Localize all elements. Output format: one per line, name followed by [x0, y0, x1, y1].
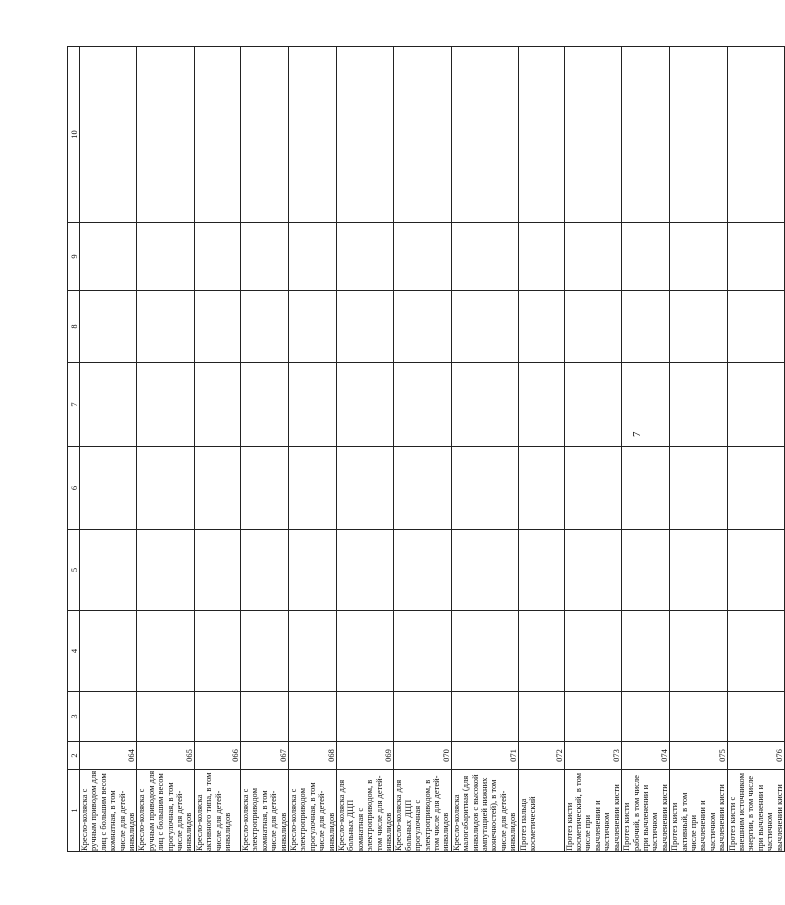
- empty-cell: [288, 223, 336, 291]
- empty-cell: [727, 530, 784, 611]
- empty-cell: [394, 692, 451, 742]
- empty-cell: [727, 692, 784, 742]
- row-name: Кресло-коляска с электроприводом комнатная, в том числе для детей-инвалидов: [240, 770, 288, 852]
- empty-cell: [622, 47, 670, 223]
- row-name: Протез кисти косметический, в том числе при вычленении и частичном вычленении кисти: [564, 770, 621, 852]
- empty-cell: [394, 291, 451, 363]
- empty-cell: [240, 611, 288, 692]
- table-row: [80, 47, 137, 852]
- table-row: [727, 47, 784, 852]
- empty-cell: [518, 611, 564, 692]
- empty-cell: [670, 47, 727, 223]
- empty-cell: [80, 530, 137, 611]
- row-name: Кресло-коляска с ручным приводом для лиц с большим весом прогулочная, в том числе для детей-инвалидов: [136, 770, 194, 851]
- empty-cell: [564, 47, 621, 223]
- row-code: 076: [727, 742, 784, 770]
- empty-cell: [622, 291, 670, 363]
- column-header: 1: [68, 770, 80, 852]
- empty-cell: [194, 530, 240, 611]
- empty-cell: [137, 47, 194, 223]
- empty-cell: [622, 447, 670, 530]
- table-row: [288, 47, 336, 852]
- table-row: [336, 47, 393, 852]
- row-code: 074: [622, 742, 670, 770]
- row-name: Протез кисти с внешним источником энергии, в том числе при вычленении и частичном вычленении кисти: [727, 770, 784, 852]
- row-name: Кресло-коляска с электроприводом прогулочная, в том числе для детей-инвалидов: [288, 770, 336, 852]
- empty-cell: [80, 611, 137, 692]
- data-table: [67, 46, 785, 852]
- empty-cell: [288, 530, 336, 611]
- empty-cell: [451, 47, 518, 223]
- empty-cell: [727, 47, 784, 223]
- empty-cell: [80, 47, 137, 223]
- table-row: [240, 47, 288, 852]
- empty-cell: [622, 223, 670, 291]
- empty-cell: [80, 223, 137, 291]
- empty-cell: [240, 223, 288, 291]
- empty-cell: [80, 692, 137, 742]
- empty-cell: [518, 447, 564, 530]
- empty-cell: [670, 223, 727, 291]
- empty-cell: [518, 47, 564, 223]
- empty-cell: [727, 447, 784, 530]
- empty-cell: [194, 611, 240, 692]
- empty-cell: [137, 447, 194, 530]
- empty-cell: [622, 363, 670, 447]
- empty-cell: [670, 447, 727, 530]
- row-name: Протез кисти рабочий, в том числе при вычленении и частичном вычленении кисти: [622, 770, 670, 852]
- empty-cell: [727, 611, 784, 692]
- row-code: 066: [194, 742, 240, 770]
- empty-cell: [194, 363, 240, 447]
- column-header: 8: [68, 291, 80, 363]
- empty-cell: [670, 291, 727, 363]
- empty-cell: [137, 530, 194, 611]
- empty-cell: [240, 447, 288, 530]
- row-code: 067: [240, 742, 288, 770]
- empty-cell: [451, 692, 518, 742]
- column-header: 2: [68, 742, 80, 770]
- row-code: 065: [137, 742, 194, 770]
- empty-cell: [288, 47, 336, 223]
- empty-cell: [564, 530, 621, 611]
- empty-cell: [518, 530, 564, 611]
- header-row: [68, 47, 80, 852]
- rotated-table-wrapper: [67, 47, 784, 852]
- table-row: [137, 47, 194, 852]
- empty-cell: [240, 530, 288, 611]
- column-header: 3: [68, 692, 80, 742]
- empty-cell: [288, 291, 336, 363]
- empty-cell: [727, 291, 784, 363]
- empty-cell: [194, 692, 240, 742]
- empty-cell: [518, 363, 564, 447]
- column-header: 6: [68, 447, 80, 530]
- table-row: [451, 47, 518, 852]
- empty-cell: [670, 611, 727, 692]
- row-name: Кресло-коляска для больных ДЦП комнатная с электроприводом, в том числе для детей-инвалидов: [336, 770, 393, 852]
- empty-cell: [727, 363, 784, 447]
- empty-cell: [564, 447, 621, 530]
- empty-cell: [670, 530, 727, 611]
- empty-cell: [336, 447, 393, 530]
- empty-cell: [394, 530, 451, 611]
- empty-cell: [336, 611, 393, 692]
- empty-cell: [564, 692, 621, 742]
- column-header: 4: [68, 611, 80, 692]
- column-header: 7: [68, 363, 80, 447]
- empty-cell: [194, 223, 240, 291]
- row-name: Кресло-коляска для больных ДЦП прогулочная с электроприводом, в том числе для детей-инвалидов: [394, 770, 451, 852]
- empty-cell: [194, 291, 240, 363]
- empty-cell: [451, 530, 518, 611]
- empty-cell: [451, 363, 518, 447]
- column-header: 10: [68, 47, 80, 223]
- row-code: 064: [80, 742, 137, 770]
- empty-cell: [518, 223, 564, 291]
- row-code: 069: [336, 742, 393, 770]
- row-code: 073: [564, 742, 621, 770]
- empty-cell: [336, 291, 393, 363]
- empty-cell: [80, 363, 137, 447]
- empty-cell: [564, 223, 621, 291]
- row-code: 072: [518, 742, 564, 770]
- table-row: [194, 47, 240, 852]
- empty-cell: [80, 291, 137, 363]
- empty-cell: [394, 363, 451, 447]
- column-header: 9: [68, 223, 80, 291]
- row-name: Протез кисти активный, в том числе при вычленении и частичном вычленении кисти: [670, 770, 727, 852]
- empty-cell: [137, 611, 194, 692]
- empty-cell: [622, 530, 670, 611]
- page-number: 7: [631, 431, 643, 437]
- row-code: 075: [670, 742, 727, 770]
- empty-cell: [240, 47, 288, 223]
- empty-cell: [451, 291, 518, 363]
- empty-cell: [137, 692, 194, 742]
- empty-cell: [336, 363, 393, 447]
- empty-cell: [518, 291, 564, 363]
- empty-cell: [336, 530, 393, 611]
- empty-cell: [336, 692, 393, 742]
- empty-cell: [137, 223, 194, 291]
- empty-cell: [727, 223, 784, 291]
- empty-cell: [240, 291, 288, 363]
- empty-cell: [451, 223, 518, 291]
- table-row: [670, 47, 727, 852]
- empty-cell: [394, 223, 451, 291]
- row-name: Кресло-коляска малогабаритная (для инвалидов с высокой ампутацией нижних конечностей), в том числе для детей-инвалидов: [451, 770, 518, 852]
- empty-cell: [564, 291, 621, 363]
- row-name: Кресло-коляска активного типа, в том числе для детей-инвалидов: [194, 770, 240, 852]
- row-name: Протез пальца косметический: [518, 770, 564, 852]
- empty-cell: [288, 692, 336, 742]
- empty-cell: [288, 611, 336, 692]
- column-header: 5: [68, 530, 80, 611]
- table-row: [518, 47, 564, 852]
- table-row: [622, 47, 670, 852]
- empty-cell: [394, 611, 451, 692]
- empty-cell: [288, 363, 336, 447]
- empty-cell: [564, 611, 621, 692]
- empty-cell: [80, 447, 137, 530]
- row-code: 071: [451, 742, 518, 770]
- empty-cell: [194, 47, 240, 223]
- empty-cell: [451, 447, 518, 530]
- empty-cell: [622, 611, 670, 692]
- table-row: [564, 47, 621, 852]
- table-row: [394, 47, 451, 852]
- empty-cell: [336, 47, 393, 223]
- row-code: 068: [288, 742, 336, 770]
- empty-cell: [194, 447, 240, 530]
- empty-cell: [564, 363, 621, 447]
- empty-cell: [336, 223, 393, 291]
- empty-cell: [670, 692, 727, 742]
- empty-cell: [137, 291, 194, 363]
- empty-cell: [670, 363, 727, 447]
- empty-cell: [137, 363, 194, 447]
- empty-cell: [394, 47, 451, 223]
- empty-cell: [622, 692, 670, 742]
- row-code: 070: [394, 742, 451, 770]
- empty-cell: [240, 363, 288, 447]
- empty-cell: [394, 447, 451, 530]
- row-name: Кресло-коляска с ручным приводом для лиц с большим весом комнатная, в том числе для детей-инвалидов: [79, 770, 137, 851]
- empty-cell: [240, 692, 288, 742]
- empty-cell: [288, 447, 336, 530]
- empty-cell: [451, 611, 518, 692]
- empty-cell: [518, 692, 564, 742]
